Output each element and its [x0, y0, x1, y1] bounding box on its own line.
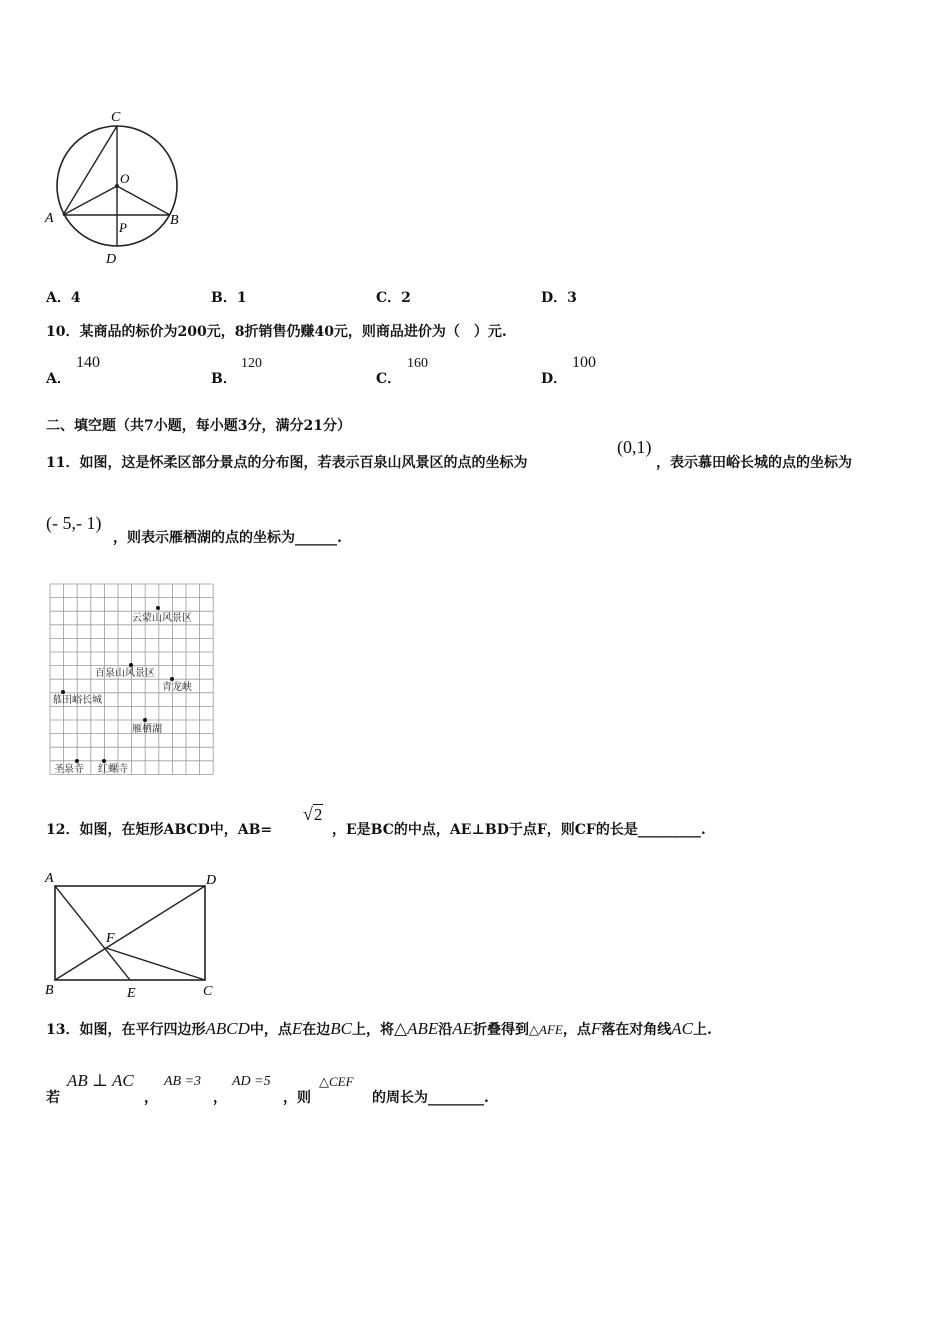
q13-perp: AB ⊥ AC [67, 1071, 134, 1090]
q11-text-c: ，则表示雁栖湖的点的坐标为______. [113, 530, 342, 546]
scenic-map-grid [48, 582, 216, 778]
q10-option-c-value: 160 [407, 356, 428, 371]
label-P: P [119, 220, 127, 235]
label-F: F [106, 931, 115, 946]
q12-text-b: ，E是BC的中点，AE⊥BD于点F，则CF的长是_________. [332, 822, 706, 838]
label-A: A [45, 871, 54, 886]
q13-ad5: AD =5 [232, 1074, 271, 1089]
label-D: D [106, 252, 117, 267]
q13-comma2: ， [213, 1090, 227, 1106]
label-C: C [111, 110, 121, 125]
q13-cef: △CEF [319, 1074, 354, 1089]
q9-option-a: A．4 [46, 290, 81, 306]
q11-coord2: (- 5,- 1) [46, 513, 102, 533]
q11-text-b: ，表示慕田峪长城的点的坐标为 [656, 455, 852, 471]
q9-option-c: C．2 [376, 290, 411, 306]
q11-coord1: (0,1) [617, 437, 652, 457]
q10-option-a-value: 140 [76, 354, 100, 371]
q13-line1: 13．如图，在平行四边形ABCD中，点E在边BC上，将△ABE沿AE折叠得到△AFE，点F落在对角线AC上. [46, 1019, 712, 1038]
q12-sqrt: √2 [303, 804, 323, 824]
map-label-mutianyu: 慕田峪长城 [52, 695, 102, 706]
map-label-qinglong: 青龙峡 [162, 682, 192, 693]
q9-option-b: B．1 [211, 290, 247, 306]
map-label-shengquan: 圣泉寺 [54, 764, 84, 775]
map-label-hongluo: 红螺寺 [98, 764, 128, 775]
label-B: B [170, 213, 179, 228]
q9-option-d: D．3 [541, 290, 577, 306]
section2-title: 二、填空题（共7小题，每小题3分，满分21分） [46, 418, 351, 434]
q10-option-c-letter: C． [376, 371, 402, 387]
q10-option-b-value: 120 [241, 356, 262, 371]
q13-ab3: AB =3 [164, 1074, 202, 1089]
map-label-yanqi: 雁栖湖 [132, 724, 162, 735]
label-D: D [206, 873, 217, 888]
q11-text-a: 11．如图，这是怀柔区部分景点的分布图，若表示百泉山风景区的点的坐标为 [46, 455, 528, 471]
q10-option-d-value: 100 [572, 354, 596, 371]
label-B: B [45, 983, 54, 998]
map-label-baiquan: 百泉山风景区 [95, 668, 155, 679]
q13-line2-c: 的周长为________. [372, 1090, 489, 1106]
q10-option-d-letter: D． [541, 371, 568, 387]
label-A: A [45, 211, 54, 226]
q13-line2-a: 若 [46, 1090, 60, 1106]
q10-text: 10．某商品的标价为200元，8折销售仍赚40元，则商品进价为（ ）元. [46, 324, 507, 340]
label-E: E [127, 986, 136, 1001]
label-O: O [120, 171, 130, 186]
q10-option-a-letter: A． [46, 371, 71, 387]
q13-line2-b: ，则 [283, 1090, 311, 1106]
q12-text-a: 12．如图，在矩形ABCD中，AB= [46, 822, 273, 838]
rectangle-figure [42, 866, 227, 1001]
map-label-yunmeng: 云蒙山风景区 [132, 613, 192, 624]
circle-figure [40, 100, 190, 270]
q13-comma1: ， [144, 1090, 158, 1106]
q10-option-b-letter: B． [211, 371, 237, 387]
label-C: C [203, 984, 213, 999]
